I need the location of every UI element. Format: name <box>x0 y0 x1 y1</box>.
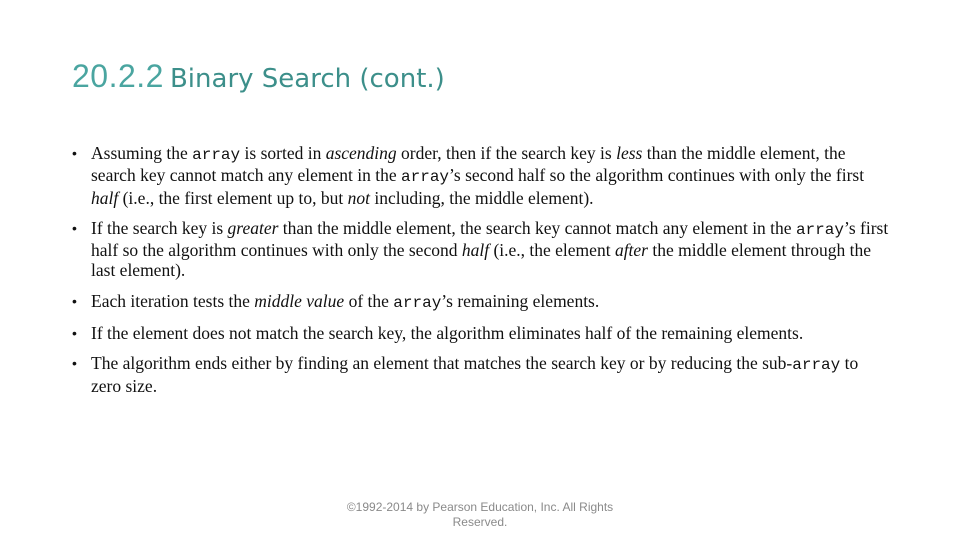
bullet-icon: • <box>72 325 77 342</box>
bullet-icon: • <box>72 219 77 236</box>
code-term: array <box>393 293 442 312</box>
bullet-text: If the search key is <box>91 217 228 238</box>
bullet-text: If the element does not match the search key, the algorithm eliminates half of the remaining elements. <box>91 323 804 344</box>
copyright-line-2: Reserved. <box>452 515 508 529</box>
bullet-text: Assuming the <box>91 143 193 163</box>
title-text: Binary Search (cont.) <box>169 64 445 94</box>
bullet-icon: • <box>72 292 77 309</box>
bullet-text: including, the middle element). <box>370 187 594 208</box>
code-term: array <box>401 168 450 187</box>
bullet-text: to zero size. <box>91 353 859 396</box>
bullet-text: of the <box>344 290 394 311</box>
bullet-item <box>72 143 892 208</box>
bullet-item <box>72 218 892 281</box>
bullet-text: Each iteration tests the <box>91 290 255 311</box>
bullet-text: the middle element through the last element). <box>91 240 872 281</box>
bullet-text: ’s second half so the algorithm continues with only the first <box>449 165 865 186</box>
emphasized-text: middle value <box>254 290 345 311</box>
bullet-text: ’s remaining elements. <box>441 290 600 311</box>
emphasized-text: half <box>461 240 490 261</box>
bullet-icon: • <box>72 145 77 161</box>
emphasized-text: ascending <box>325 143 397 163</box>
bullet-text: than the middle element, the search key cannot match any element in the <box>91 143 846 186</box>
code-term: array <box>792 356 841 375</box>
emphasized-text: less <box>616 143 643 163</box>
bullet-text: than the middle element, the search key cannot match any element in the <box>278 217 796 238</box>
emphasized-text: after <box>614 240 648 261</box>
code-term: array <box>192 146 241 164</box>
copyright-line-1: ©1992-2014 by Pearson Education, Inc. All Rights <box>346 500 614 514</box>
slide-title <box>72 58 892 95</box>
code-term: array <box>795 220 844 239</box>
bullet-text: is sorted in <box>240 143 326 163</box>
bullet-text: (i.e., the element <box>489 240 615 261</box>
bullet-item <box>72 353 892 396</box>
copyright-footer <box>330 500 630 530</box>
emphasized-text: not <box>347 187 370 208</box>
section-number: 20.2.2 <box>72 58 164 94</box>
bullet-text: ’s first half so the algorithm continues with only the second <box>91 217 889 261</box>
bullet-item <box>72 323 892 343</box>
emphasized-text: greater <box>227 217 279 238</box>
emphasized-text: half <box>91 187 119 208</box>
bullet-text: (i.e., the first element up to, but <box>118 187 348 208</box>
bullet-icon: • <box>72 355 77 372</box>
bullet-text: The algorithm ends either by finding an element that matches the search key or by reducing the sub- <box>91 353 793 374</box>
bullet-text: order, then if the search key is <box>396 143 617 163</box>
bullet-list <box>72 143 892 406</box>
bullet-item <box>72 291 892 313</box>
